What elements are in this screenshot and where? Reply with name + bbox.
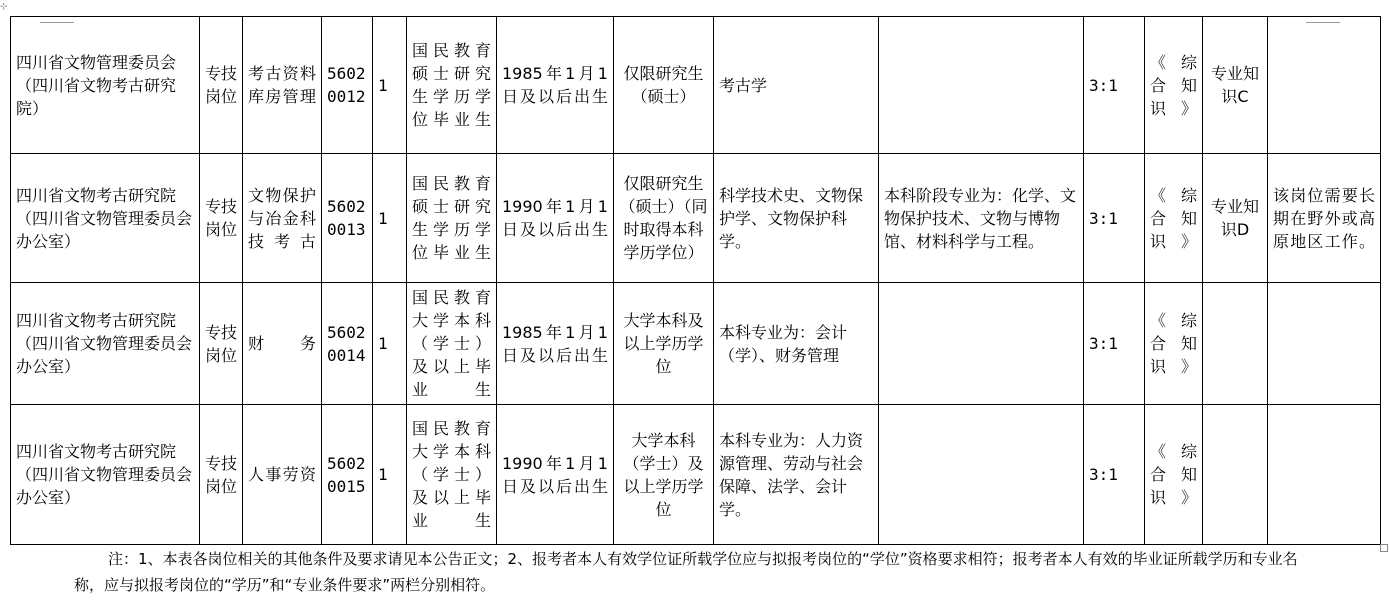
other-requirement-cell	[879, 17, 1084, 154]
post-name-cell: 人事劳资	[243, 405, 322, 545]
post-name-cell: 文物保护与冶金科技考古	[243, 154, 322, 283]
recruitment-table	[10, 16, 1381, 545]
post-name-cell: 考古资料库房管理	[243, 17, 322, 154]
professional-exam-subject-cell	[1203, 283, 1268, 405]
footnote: 注：1、本表各岗位相关的其他条件及要求请见本公告正文；2、报考者本人有效学位证所载学位应与拟报考岗位的“学位”资格要求相符；报考者本人有效的毕业证所载学历和专业名称，应与拟报考岗位的“学历”和“专业条件要求”两栏分别相符。	[74, 550, 1298, 594]
table-row	[11, 405, 1381, 545]
post-type-cell: 专技岗位	[200, 405, 243, 545]
other-requirement-cell	[879, 405, 1084, 545]
department-cell: 四川省文物管理委员会（四川省文物考古研究院）	[11, 17, 200, 154]
note-cell	[1268, 405, 1381, 545]
post-code-cell: 56020015	[322, 405, 373, 545]
birth-requirement-cell: 1990年1月1日及以后出生	[497, 405, 614, 545]
birth-requirement-cell: 1990年1月1日及以后出生	[497, 154, 614, 283]
major-cell: 本科专业为：人力资源管理、劳动与社会保障、法学、会计学。	[714, 405, 879, 545]
education-cell: 国民教育大学本科（学士）及以上毕业生	[407, 283, 497, 405]
birth-requirement-cell: 1985年1月1日及以后出生	[497, 283, 614, 405]
public-exam-subject-cell: 《综合知识》	[1145, 154, 1203, 283]
degree-cell: 大学本科及以上学历学位	[614, 283, 714, 405]
post-code-cell: 56020014	[322, 283, 373, 405]
exam-ratio-cell: 3:1	[1084, 283, 1145, 405]
education-cell: 国民教育硕士研究生学历学位毕业生	[407, 154, 497, 283]
public-exam-subject-cell: 《综合知识》	[1145, 283, 1203, 405]
table-row	[11, 283, 1381, 405]
public-exam-subject-cell: 《综合知识》	[1145, 17, 1203, 154]
headcount-cell: 1	[373, 154, 407, 283]
headcount-cell: 1	[373, 283, 407, 405]
exam-ratio-cell: 3:1	[1084, 17, 1145, 154]
major-cell: 考古学	[714, 17, 879, 154]
degree-cell: 大学本科（学士）及以上学历学位	[614, 405, 714, 545]
professional-exam-subject-cell: 专业知识D	[1203, 154, 1268, 283]
education-cell: 国民教育硕士研究生学历学位毕业生	[407, 17, 497, 154]
professional-exam-subject-cell: 专业知识C	[1203, 17, 1268, 154]
headcount-cell: 1	[373, 405, 407, 545]
exam-ratio-cell: 3:1	[1084, 405, 1145, 545]
department-cell: 四川省文物考古研究院（四川省文物管理委员会办公室）	[11, 283, 200, 405]
other-requirement-cell	[879, 283, 1084, 405]
anchor-icon: ⊹	[0, 2, 8, 12]
degree-cell: 仅限研究生（硕士）（同时取得本科学历学位）	[614, 154, 714, 283]
major-cell: 本科专业为：会计（学）、财务管理	[714, 283, 879, 405]
other-requirement-cell: 本科阶段专业为：化学、文物保护技术、文物与博物馆、材料科学与工程。	[879, 154, 1084, 283]
note-cell: 该岗位需要长期在野外或高原地区工作。	[1268, 154, 1381, 283]
corner-marker	[1380, 544, 1388, 552]
table-row	[11, 154, 1381, 283]
education-cell: 国民教育大学本科（学士）及以上毕业生	[407, 405, 497, 545]
post-type-cell: 专技岗位	[200, 283, 243, 405]
birth-requirement-cell: 1985年1月1日及以后出生	[497, 17, 614, 154]
public-exam-subject-cell: 《综合知识》	[1145, 405, 1203, 545]
headcount-cell: 1	[373, 17, 407, 154]
post-type-cell: 专技岗位	[200, 17, 243, 154]
note-cell	[1268, 283, 1381, 405]
table-row	[11, 17, 1381, 154]
post-type-cell: 专技岗位	[200, 154, 243, 283]
post-code-cell: 56020013	[322, 154, 373, 283]
professional-exam-subject-cell	[1203, 405, 1268, 545]
post-name-cell: 财务	[243, 283, 322, 405]
exam-ratio-cell: 3:1	[1084, 154, 1145, 283]
department-cell: 四川省文物考古研究院（四川省文物管理委员会办公室）	[11, 405, 200, 545]
major-cell: 科学技术史、文物保护学、文物保护科学。	[714, 154, 879, 283]
note-cell	[1268, 17, 1381, 154]
post-code-cell: 56020012	[322, 17, 373, 154]
department-cell: 四川省文物考古研究院（四川省文物管理委员会办公室）	[11, 154, 200, 283]
degree-cell: 仅限研究生（硕士）	[614, 17, 714, 154]
